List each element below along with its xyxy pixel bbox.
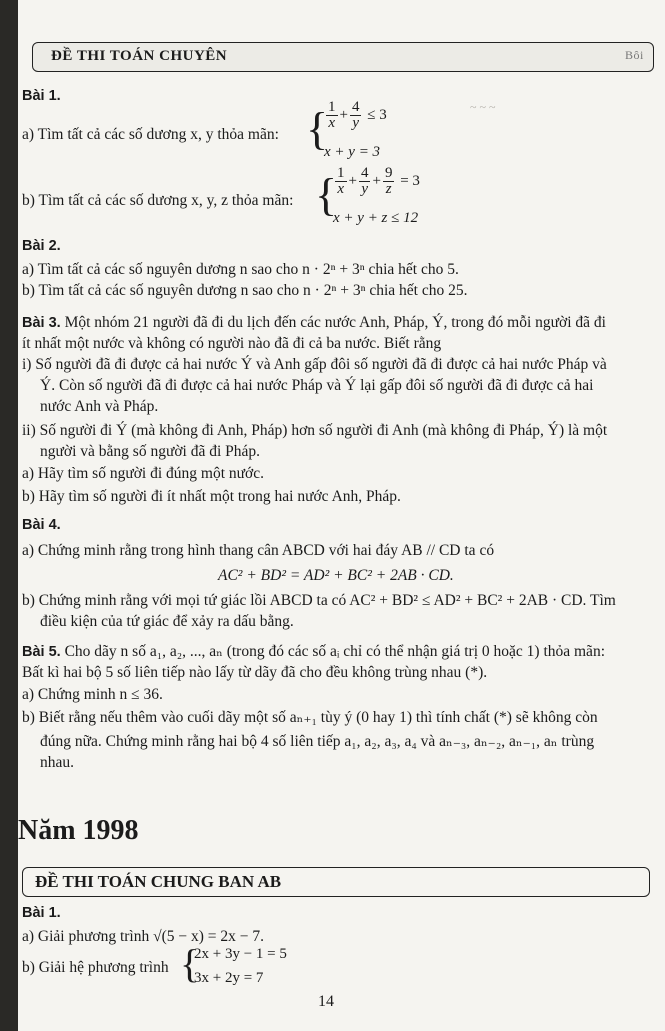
- section-header-chung: [22, 867, 650, 897]
- bai3-i2: Ý. Còn số người đã đi được cả hai nước Pháp và Ý lại gấp đôi số người đã đi được cả hai: [40, 377, 594, 394]
- section-header-chuyen: [32, 42, 654, 72]
- page-number: 14: [318, 993, 334, 1010]
- bai4-a1: a) Chứng minh rằng trong hình thang cân ABCD với hai đáy AB // CD ta có: [22, 542, 495, 559]
- brace: {: [315, 169, 338, 220]
- bai1-b-eq2: x + y + z ≤ 12: [333, 210, 419, 226]
- bai2-a: a) Tìm tất cả các số nguyên dương n sao cho n · 2ⁿ + 3ⁿ chia hết cho 5.: [22, 261, 459, 278]
- bai1-b-eq1: $\frac{1}{x}$ + $\frac{4}{y}$ + $\frac{9}{z}$ = 3: [337, 165, 420, 197]
- bai4-label: Bài 4.: [22, 517, 61, 533]
- bai1-label: Bài 1.: [22, 88, 61, 104]
- bai3-i3: nước Anh và Pháp.: [40, 398, 159, 415]
- corner-label: Bôi: [625, 48, 644, 62]
- bai2-b: b) Tìm tất cả các số nguyên dương n sao cho n · 2ⁿ + 3ⁿ chia hết cho 25.: [22, 282, 468, 299]
- bai5-line2: Bất kì hai bộ 5 số liên tiếp nào lấy từ dãy đã cho đều không trùng nhau (*).: [22, 664, 488, 681]
- bai3-ii2: người và bằng số người đã đi Pháp.: [40, 443, 261, 460]
- s2-bai1-b-system: [180, 941, 320, 992]
- bai1-a-eq2: x + y = 3: [324, 144, 381, 160]
- bai3-ii1: ii) Số người đi Ý (mà không đi Anh, Pháp) hơn số người đi Anh (mà không đi Pháp, Ý) là một: [22, 422, 608, 439]
- bai4-b1: b) Chứng minh rằng với mọi tứ giác lồi ABCD ta có AC² + BD² ≤ AD² + BC² + 2AB · CD. Tìm: [22, 592, 616, 609]
- bai1-a-text: a) Tìm tất cả các số dương x, y thỏa mãn:: [22, 126, 279, 143]
- bai3-i1: i) Số người đã đi được cả hai nước Ý và Anh gấp đôi số người đã đi được cả hai nước Pháp và: [22, 356, 607, 373]
- s2-bai1-b-eq2: 3x + 2y = 7: [194, 970, 264, 986]
- bleed-through-text: ~ ~ ~: [470, 100, 496, 114]
- bai1-b-system: [315, 166, 455, 232]
- bai5-b2: đúng nữa. Chứng minh rằng hai bộ 4 số liên tiếp a₁, a₂, a₃, a₄ và aₙ₋₃, aₙ₋₂, aₙ₋₁, aₙ trùng: [40, 733, 595, 750]
- bai5-b3: nhau.: [40, 754, 75, 771]
- page-binding-edge: [0, 0, 18, 1031]
- s2-bai1-b-eq1: 2x + 3y − 1 = 5: [194, 946, 287, 962]
- bai3-line1: Bài 3. Một nhóm 21 người đã đi du lịch đến các nước Anh, Pháp, Ý, trong đó mỗi người đã đi: [22, 314, 606, 331]
- bai3-b: b) Hãy tìm số người đi ít nhất một trong hai nước Anh, Pháp.: [22, 488, 401, 505]
- bai3-a: a) Hãy tìm số người đi đúng một nước.: [22, 465, 264, 482]
- s2-bai1-a: a) Giải phương trình √(5 − x) = 2x − 7.: [22, 928, 265, 945]
- bai5-line1: Bài 5. Cho dãy n số a₁, a₂, ..., aₙ (trong đó các số aᵢ chỉ có thể nhận giá trị 0 hoặc 1) thỏa mãn:: [22, 643, 605, 660]
- section-title: ĐỀ THI TOÁN CHUNG BAN AB: [35, 872, 282, 891]
- section-title: ĐỀ THI TOÁN CHUYÊN: [51, 48, 228, 64]
- bai1-a-eq1: $\frac{1}{x}$ + $\frac{4}{y}$ ≤ 3: [328, 99, 387, 131]
- bai2-label: Bài 2.: [22, 238, 61, 254]
- year-heading: Năm 1998: [18, 815, 139, 846]
- bai1-a-system: [306, 100, 426, 164]
- bai4-a2: AC² + BD² = AD² + BC² + 2AB · CD.: [218, 567, 454, 584]
- bai1-b-text: b) Tìm tất cả các số dương x, y, z thỏa mãn:: [22, 192, 294, 209]
- bai4-b2: điều kiện của tứ giác để xảy ra dấu bằng.: [40, 613, 294, 630]
- bai5-a: a) Chứng minh n ≤ 36.: [22, 686, 163, 703]
- s2-bai1-label: Bài 1.: [22, 905, 61, 921]
- bai5-b1: b) Biết rằng nếu thêm vào cuối dãy một số aₙ₊₁ tùy ý (0 hay 1) thì tính chất (*) sẽ không còn: [22, 709, 598, 726]
- brace: {: [180, 941, 200, 986]
- brace: {: [306, 103, 329, 154]
- s2-bai1-b-text: b) Giải hệ phương trình: [22, 959, 169, 976]
- bai3-line2: ít nhất một nước và không có người nào đã đi cả ba nước. Biết rằng: [22, 335, 442, 352]
